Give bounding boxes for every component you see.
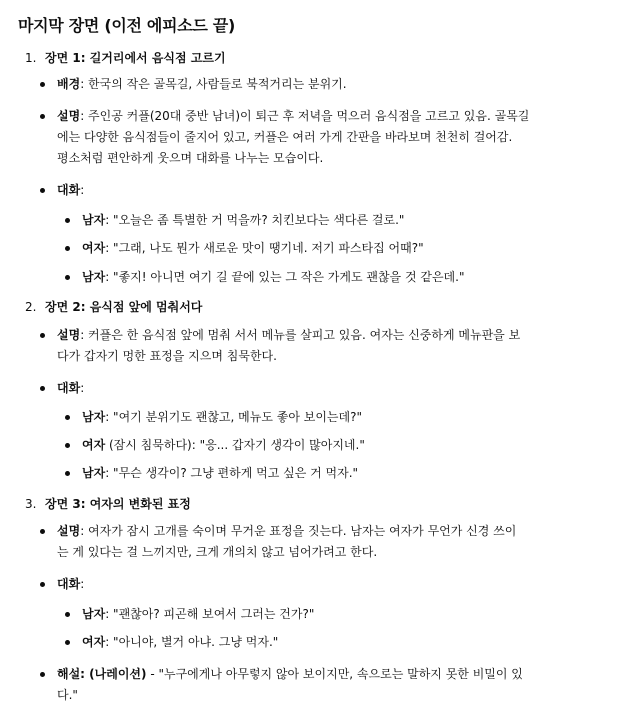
dialogue-line: [82, 407, 592, 428]
dialogue-line: [82, 463, 592, 484]
dialogue-line: [82, 267, 592, 288]
bullet-dot-icon: [40, 82, 45, 87]
description-label: 설명: [57, 328, 81, 342]
scene-1-dialogue-heading: [57, 180, 592, 201]
dialogue-suffix: :: [80, 577, 85, 591]
bullet-dot-icon: [40, 529, 45, 534]
description-line: [57, 106, 592, 127]
speaker-label: 여자: [82, 241, 106, 255]
dialogue-line: [82, 210, 592, 231]
scene-title: 장면 3: 여자의 변화된 표정: [45, 497, 191, 511]
description-line: 다가 갑자기 멍한 표정을 지으며 침묵한다.: [57, 349, 277, 363]
bullet-dot-icon: [40, 333, 45, 338]
speaker-label: 남자: [82, 410, 106, 424]
scene-number: 3.: [25, 497, 37, 511]
dialogue-text: (잠시 침묵하다): "응... 갑자기 생각이 많아지네.": [105, 438, 365, 452]
dialogue-text: : "아니야, 별거 아냐. 그냥 먹자.": [105, 635, 279, 649]
scene-3-description: [57, 521, 592, 563]
description-label: 설명: [57, 524, 81, 538]
speaker-label: 남자: [82, 466, 106, 480]
narration-text: - "누구에게나 아무렇지 않아 보이지만, 속으로는 말하지 못한 비밀이 있: [146, 667, 523, 681]
scene-3-dialogue-heading: [57, 574, 592, 595]
scene-2-heading: [25, 298, 202, 315]
dialogue-line: [82, 238, 592, 259]
speaker-label: 남자: [82, 213, 106, 227]
narration-label: 해설: (나레이션): [57, 667, 147, 681]
dialogue-label: 대화: [57, 381, 81, 395]
speaker-label: 여자: [82, 635, 106, 649]
bullet-dot-icon: [40, 386, 45, 391]
dialogue-suffix: :: [80, 183, 85, 197]
dialogue-text: : "무슨 생각이? 그냥 편하게 먹고 싶은 거 먹자.": [105, 466, 359, 480]
dialogue-suffix: :: [80, 381, 85, 395]
speaker-label: 남자: [82, 270, 106, 284]
background-label: 배경: [57, 77, 81, 91]
bullet-dot-icon: [65, 246, 70, 251]
scene-1-description: [57, 106, 592, 169]
bullet-dot-icon: [65, 612, 70, 617]
bullet-dot-icon: [40, 582, 45, 587]
dialogue-line: [82, 632, 592, 653]
bullet-dot-icon: [40, 188, 45, 193]
dialogue-line: [82, 435, 592, 456]
description-label: 설명: [57, 109, 81, 123]
dialogue-label: 대화: [57, 577, 81, 591]
background-text: : 한국의 작은 골목길, 사람들로 북적거리는 분위기.: [80, 77, 347, 91]
scene-1-background: [57, 74, 592, 95]
dialogue-label: 대화: [57, 183, 81, 197]
description-line: [57, 521, 592, 542]
bullet-dot-icon: [65, 640, 70, 645]
bullet-dot-icon: [65, 443, 70, 448]
description-line: [57, 325, 592, 346]
scene-3-narration: [57, 664, 592, 706]
speaker-label: 여자: [82, 438, 106, 452]
bullet-dot-icon: [65, 415, 70, 420]
scene-1-heading: [25, 49, 226, 66]
scene-number: 1.: [25, 51, 37, 65]
description-line: 평소처럼 편안하게 웃으며 대화를 나누는 모습이다.: [57, 151, 324, 165]
scene-title: 장면 2: 음식점 앞에 멈춰서다: [45, 300, 203, 314]
bullet-dot-icon: [65, 218, 70, 223]
dialogue-text: : "괜찮아? 피곤해 보여서 그러는 건가?": [105, 607, 315, 621]
dialogue-text: : "여기 분위기도 괜찮고, 메뉴도 좋아 보이는데?": [105, 410, 362, 424]
scene-number: 2.: [25, 300, 37, 314]
scene-2-description: [57, 325, 592, 367]
description-text: : 주인공 커플(20대 중반 남녀)이 퇴근 후 저녁을 먹으러 음식점을 고르고 있음. 골목길: [80, 109, 530, 123]
bullet-dot-icon: [65, 275, 70, 280]
bullet-dot-icon: [40, 672, 45, 677]
description-line: 에는 다양한 음식점들이 줄지어 있고, 커플은 여러 가게 간판을 바라보며 천천히 걸어감.: [57, 130, 513, 144]
dialogue-text: : "그래, 나도 뭔가 새로운 맛이 땡기네. 저기 파스타집 어때?": [105, 241, 424, 255]
scene-2-dialogue-heading: [57, 378, 592, 399]
scene-3-heading: [25, 495, 191, 512]
background-line: [57, 74, 592, 95]
bullet-dot-icon: [65, 471, 70, 476]
dialogue-text: : "좋지! 아니면 여기 길 끝에 있는 그 작은 가게도 괜찮을 것 같은데.": [105, 270, 465, 284]
speaker-label: 남자: [82, 607, 106, 621]
scene-title: 장면 1: 길거리에서 음식점 고르기: [45, 51, 226, 65]
dialogue-text: : "오늘은 좀 특별한 거 먹을까? 치킨보다는 색다른 걸로.": [105, 213, 405, 227]
bullet-dot-icon: [40, 114, 45, 119]
description-line: 는 게 있다는 걸 느끼지만, 크게 개의치 않고 넘어가려고 한다.: [57, 545, 378, 559]
description-text: : 여자가 잠시 고개를 숙이며 무거운 표정을 짓는다. 남자는 여자가 무언가 신경 쓰이: [80, 524, 517, 538]
narration-line: 다.": [57, 688, 78, 702]
page-title: 마지막 장면 (이전 에피소드 끝): [18, 16, 235, 35]
description-text: : 커플은 한 음식점 앞에 멈춰 서서 메뉴를 살피고 있음. 여자는 신중하게 메뉴판을 보: [80, 328, 521, 342]
dialogue-line: [82, 604, 592, 625]
